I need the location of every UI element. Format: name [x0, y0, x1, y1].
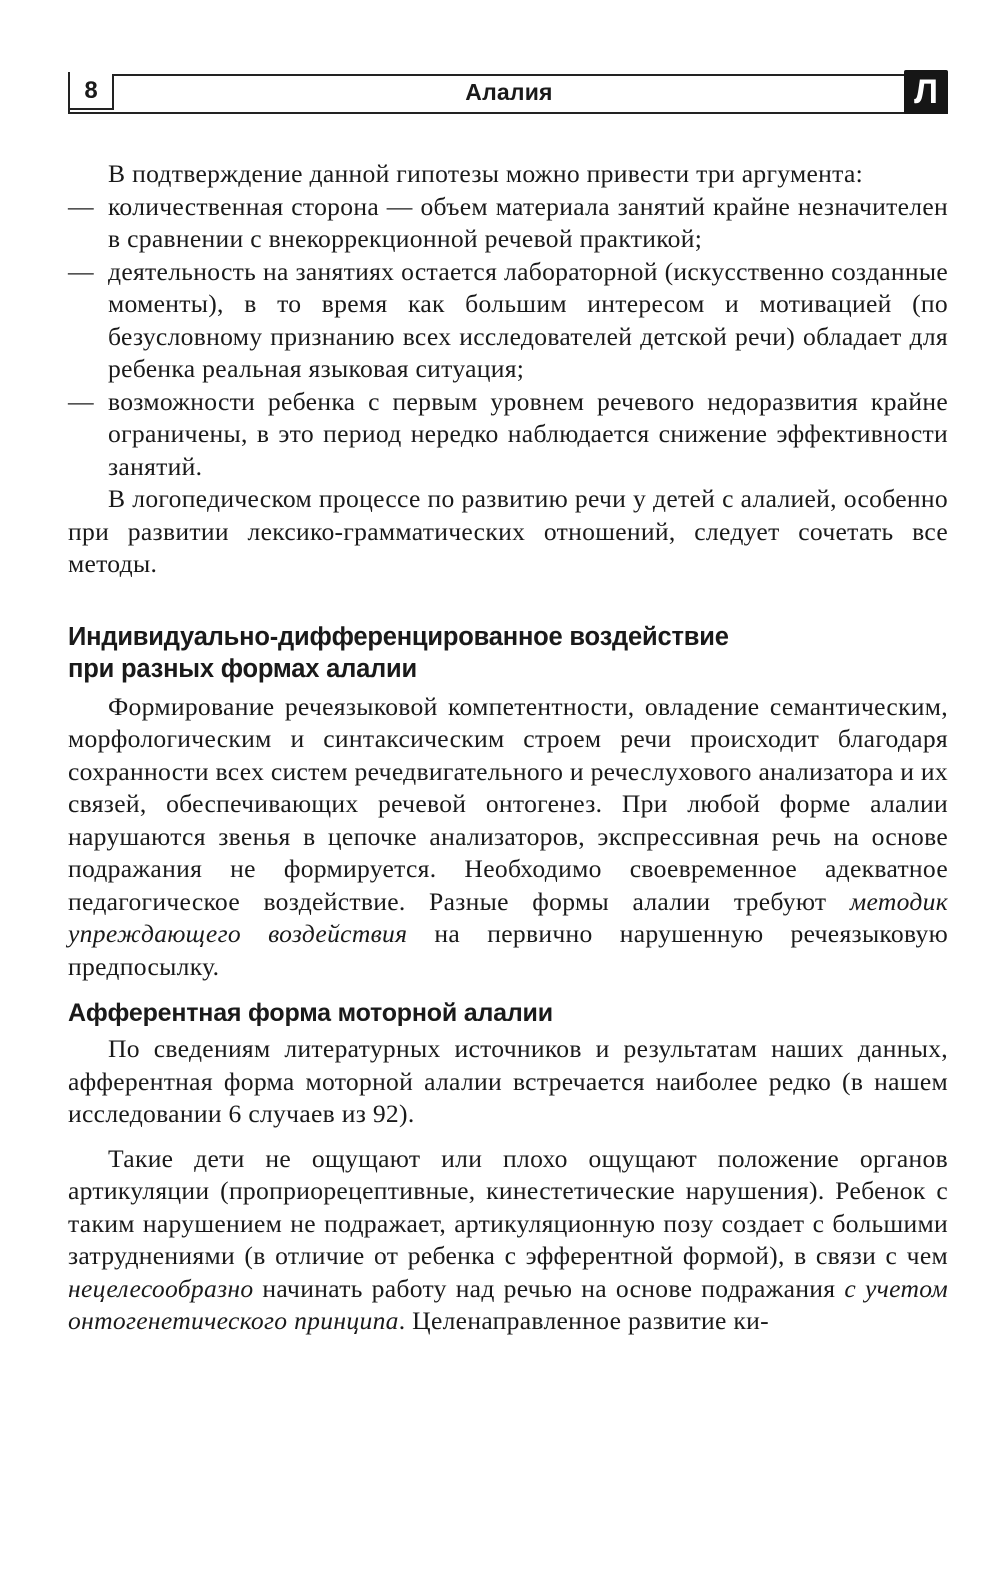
- section-heading: [68, 621, 948, 685]
- section-letter-tab: Л: [904, 70, 948, 114]
- intro-paragraph: В подтверждение данной гипотезы можно привести три аргумента:: [108, 159, 864, 188]
- text-run: начинать работу над речью на основе подражания: [253, 1273, 845, 1303]
- text-run: Такие дети не ощущают или плохо ощущают положение органов артикуляции (проприорецептивные, кинестетические нарушения). Ребенок с таким нарушением не подражает, артикуляционную позу создает с большими затруднениями (в отличие от ребенка с эфферентной формой), в связи с чем: [68, 1143, 948, 1270]
- list-item: [68, 256, 948, 386]
- text-run: . Целенаправленное развитие ки-: [398, 1306, 769, 1335]
- dash-marker: —: [68, 256, 94, 286]
- body-text: [68, 158, 948, 1338]
- italic-term: с учетом онтогенетического принципа: [68, 1273, 948, 1335]
- dash-marker: —: [68, 191, 94, 221]
- italic-term: нецелесообразно: [68, 1273, 254, 1303]
- page-number-box: [68, 74, 114, 110]
- list-item: [68, 386, 948, 484]
- running-header: [68, 70, 948, 114]
- argument-list: [68, 191, 948, 484]
- list-item-text: деятельность на занятиях остается лабораторной (искусственно созданные моменты), в то время как большим интересом и мотивацией (по безусловному признанию всех исследователей детской речи) обладает для ребенка реальная языковая ситуация;: [108, 256, 948, 383]
- italic-term: методик упреждающего воздействия: [68, 886, 948, 948]
- subsection-paragraph: [68, 1143, 948, 1338]
- list-item: [68, 191, 948, 256]
- dash-marker: —: [68, 386, 94, 416]
- methods-paragraph: В логопедическом процессе по развитию речи у детей с алалией, особенно при развитии лексико-грамматических отношений, следует сочетать все методы.: [68, 484, 948, 578]
- list-item-text: количественная сторона — объем материала занятий крайне незначителен в сравнении с внекоррекционной речевой практикой;: [108, 191, 948, 253]
- section-paragraph: [68, 691, 948, 984]
- running-title: Алалия: [465, 78, 553, 105]
- section-heading-line: Индивидуально-дифференцированное воздействие: [68, 622, 729, 651]
- paragraph-gap: [68, 1131, 948, 1143]
- section-heading-line: при разных формах алалии: [68, 654, 418, 683]
- page-number: 8: [84, 77, 98, 104]
- list-item-text: возможности ребенка с первым уровнем речевого недоразвития крайне ограничены, в это период нередко наблюдается снижение эффективности занятий.: [108, 386, 948, 481]
- subsection-paragraph: По сведениям литературных источников и результатам наших данных, афферентная форма моторной алалии встречается наиболее редко (в нашем исследовании 6 случаев из 92).: [68, 1034, 948, 1128]
- subsection-heading: Афферентная форма моторной алалии: [68, 999, 553, 1027]
- book-page: [68, 70, 948, 1338]
- text-run: Формирование речеязыковой компетентности, овладение семантическим, морфологическим и синтаксическим строем речи происходит благодаря сохранности всех систем речедвигательного и речеслухового анализатора и их связей, обеспечивающих речевой онтогенез. При любой форме алалии нарушаются звенья в цепочке анализаторов, экспрессивная речь на основе подражания не формируется. Необходимо своевременное адекватное педагогическое воздействие. Разные формы алалии требуют: [68, 691, 948, 916]
- text-run: на первично нарушенную речеязыковую предпосылку.: [68, 919, 948, 981]
